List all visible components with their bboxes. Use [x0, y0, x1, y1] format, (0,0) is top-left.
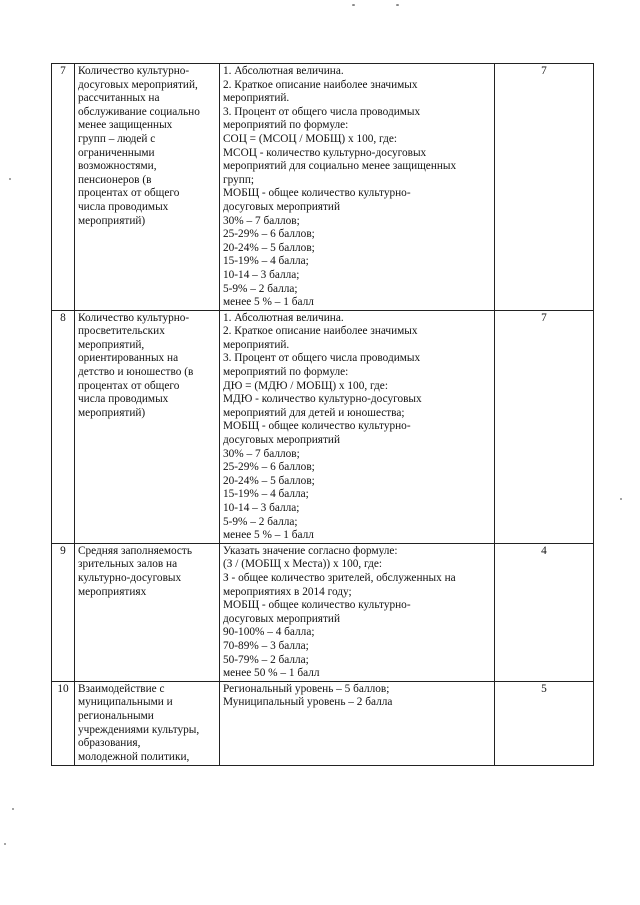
method-line: 1. Абсолютная величина. — [223, 311, 344, 324]
table-row — [52, 543, 594, 681]
method-line: МДЮ - количество культурно-досуговых — [223, 393, 422, 406]
method-line: 3. Процент от общего числа проводимых — [223, 352, 421, 365]
method-line: Указать значение согласно формуле: — [223, 544, 398, 557]
row-number: 7 — [52, 64, 75, 311]
scan-speck — [396, 4, 399, 6]
criterion-name-line: рассчитанных на — [78, 92, 160, 105]
method-line: 10-14 – 3 балла; — [223, 268, 300, 281]
method-line: (З / (МОБЩ х Места)) х 100, где: — [223, 558, 383, 571]
method-line: 2. Краткое описание наиболее значимых — [223, 78, 418, 91]
criterion-name-line: ориентированных на — [78, 352, 179, 365]
criteria-table — [51, 63, 594, 766]
method-line: мероприятий по формуле: — [223, 119, 349, 132]
max-score: 7 — [495, 310, 594, 543]
method-line: менее 50 % – 1 балл — [223, 667, 320, 680]
method-line: досуговых мероприятий — [223, 612, 341, 625]
criterion-name-line: мероприятий) — [78, 406, 146, 419]
criterion-name-line: ограниченными — [78, 146, 155, 159]
criterion-name-text — [78, 65, 216, 228]
criterion-name-line: Средняя заполняемость — [78, 544, 193, 557]
criterion-name-text — [78, 312, 216, 421]
scan-speck — [4, 843, 6, 845]
method-line: МСОЦ - количество культурно-досуговых — [223, 146, 427, 159]
method-line: 15-19% – 4 балла; — [223, 255, 309, 268]
method-line: МОБЩ - общее количество культурно- — [223, 420, 411, 433]
criterion-name-line: зрительных залов на — [78, 558, 178, 571]
criterion-name-line: пенсионеров (в — [78, 173, 152, 186]
method-line: 5-9% – 2 балла; — [223, 515, 298, 528]
method-line: 70-89% – 3 балла; — [223, 639, 309, 652]
criterion-name-line: Взаимодействие с — [78, 682, 165, 695]
method-line: ДЮ = (МДЮ / МОБЩ) х 100, где: — [223, 379, 388, 392]
method-line: 20-24% – 5 баллов; — [223, 474, 315, 487]
max-score: 5 — [495, 681, 594, 765]
method-line: групп; — [223, 173, 255, 186]
criterion-name-line: муниципальными и — [78, 696, 173, 709]
method-line: досуговых мероприятий — [223, 200, 341, 213]
criterion-name-line: детство и юношество (в — [78, 366, 194, 379]
method-line: 20-24% – 5 баллов; — [223, 241, 315, 254]
criterion-name-line: просветительских — [78, 325, 165, 338]
method-line: 15-19% – 4 балла; — [223, 488, 309, 501]
calculation-method — [220, 681, 495, 765]
criterion-name-line: мероприятиях — [78, 585, 147, 598]
criterion-name-line: обслуживание социально — [78, 105, 200, 118]
row-number: 10 — [52, 681, 75, 765]
method-line: Муниципальный уровень – 2 балла — [223, 696, 393, 709]
criterion-name-line: Количество культурно- — [78, 65, 190, 77]
method-line: 3. Процент от общего числа проводимых — [223, 105, 421, 118]
criterion-name-line: образования, — [78, 737, 141, 750]
criterion-name-line: Количество культурно- — [78, 311, 190, 324]
method-line: 30% – 7 баллов; — [223, 214, 300, 227]
method-line: 25-29% – 6 баллов; — [223, 461, 315, 474]
method-line: МОБЩ - общее количество культурно- — [223, 599, 411, 612]
criterion-name — [75, 310, 220, 543]
scan-speck — [352, 4, 355, 6]
method-line: 30% – 7 баллов; — [223, 447, 300, 460]
method-line: 25-29% – 6 баллов; — [223, 228, 315, 241]
method-line: мероприятий. — [223, 92, 290, 105]
criterion-name-line: менее защищенных — [78, 119, 173, 132]
table-row — [52, 681, 594, 765]
method-line: 5-9% – 2 балла; — [223, 282, 298, 295]
criterion-name-line: учреждениями культуры, — [78, 723, 200, 736]
criterion-name-line: досуговых мероприятий, — [78, 78, 198, 91]
table-row — [52, 64, 594, 311]
criterion-name-line: числа проводимых — [78, 393, 169, 406]
criterion-name-line: процентах от общего — [78, 187, 180, 200]
table-row — [52, 310, 594, 543]
method-line: Региональный уровень – 5 баллов; — [223, 682, 390, 695]
criterion-name — [75, 681, 220, 765]
scan-speck — [12, 808, 14, 810]
max-score: 7 — [495, 64, 594, 311]
method-line: 10-14 – 3 балла; — [223, 502, 300, 514]
criterion-name-line: групп – людей с — [78, 132, 156, 145]
criterion-name — [75, 64, 220, 311]
scan-speck — [620, 498, 622, 500]
method-line: 50-79% – 2 балла; — [223, 653, 309, 666]
method-line: 2. Краткое описание наиболее значимых — [223, 325, 418, 338]
criterion-name-line: культурно-досуговых — [78, 571, 182, 584]
criterion-name-line: мероприятий) — [78, 214, 146, 227]
calculation-method — [220, 543, 495, 681]
calculation-method — [220, 64, 495, 311]
method-line: менее 5 % – 1 балл — [223, 529, 314, 542]
criterion-name-line: молодежной политики, — [78, 750, 190, 763]
method-line: СОЦ = (МСОЦ / МОБЩ) х 100, где: — [223, 132, 398, 145]
criterion-name-line: региональными — [78, 709, 154, 722]
row-number: 9 — [52, 543, 75, 681]
calculation-method — [220, 310, 495, 543]
method-line: мероприятий. — [223, 338, 290, 351]
criterion-name-line: числа проводимых — [78, 200, 169, 213]
method-line: 1. Абсолютная величина. — [223, 65, 344, 77]
method-line: мероприятий для социально менее защищенных — [223, 160, 457, 173]
criterion-name-text — [78, 545, 216, 599]
criterion-name-line: процентах от общего — [78, 379, 180, 392]
method-line: 90-100% – 4 балла; — [223, 626, 315, 639]
method-line: МОБЩ - общее количество культурно- — [223, 187, 411, 200]
criterion-name-line: возможностями, — [78, 160, 157, 173]
row-number: 8 — [52, 310, 75, 543]
max-score: 4 — [495, 543, 594, 681]
method-line: мероприятий для детей и юношества; — [223, 406, 405, 419]
method-line: мероприятий по формуле: — [223, 366, 349, 379]
scan-speck — [9, 178, 11, 180]
criterion-name-line: мероприятий, — [78, 338, 145, 351]
criterion-name-text — [78, 683, 216, 765]
method-line: менее 5 % – 1 балл — [223, 296, 314, 309]
method-line: мероприятиях в 2014 году; — [223, 585, 352, 598]
criterion-name — [75, 543, 220, 681]
method-line: З - общее количество зрителей, обслуженных на — [223, 571, 456, 584]
method-line: досуговых мероприятий — [223, 434, 341, 447]
